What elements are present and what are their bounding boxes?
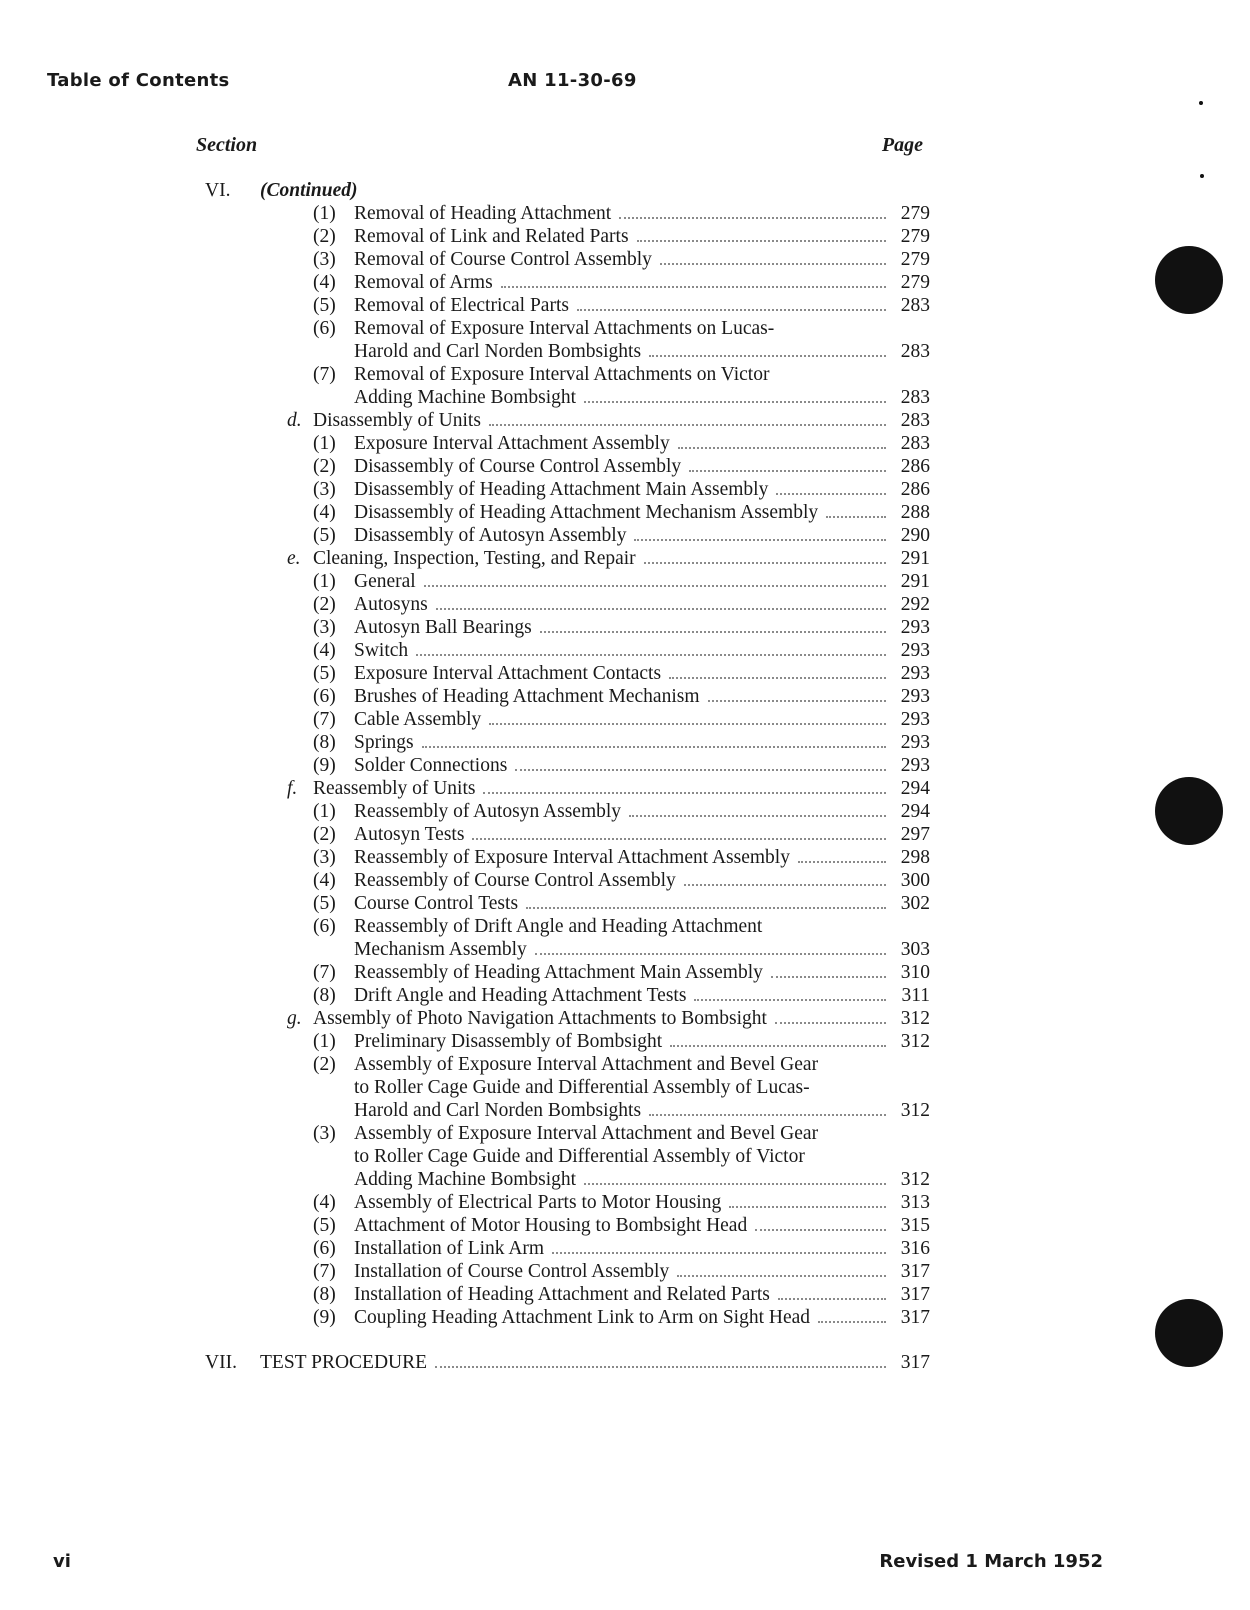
toc-entry-title: Removal of Heading Attachment [354, 203, 612, 224]
toc-entry-title: to Roller Cage Guide and Differential Assembly of Victor [354, 1146, 805, 1167]
toc-entry-title: Springs [354, 732, 414, 753]
toc-entry-title: Assembly of Exposure Interval Attachment and Bevel Gear [354, 1054, 819, 1075]
toc-entry-number: (5) [313, 663, 336, 684]
toc-entry-title: Disassembly of Course Control Assembly [354, 456, 682, 477]
toc-entry-number: (8) [313, 732, 336, 753]
toc-entry-title: Removal of Exposure Interval Attachments on Lucas- [354, 318, 775, 339]
table-of-contents [0, 179, 1250, 1374]
toc-entry [0, 501, 1250, 524]
toc-entry-number: (3) [313, 249, 336, 270]
toc-entry-page: 290 [900, 525, 930, 546]
toc-entry [0, 455, 1250, 478]
binder-hole-mark [1155, 246, 1223, 314]
toc-entry-page: 298 [900, 847, 930, 868]
toc-entry-page: 283 [900, 387, 930, 408]
toc-entry-number: (6) [313, 1238, 336, 1259]
toc-entry-title: Autosyn Tests [354, 824, 465, 845]
toc-entry-page: 294 [900, 778, 930, 799]
toc-entry-page: 283 [900, 410, 930, 431]
dot-leader [422, 746, 886, 748]
dot-leader [778, 1298, 886, 1300]
dot-leader [629, 815, 886, 817]
toc-entry-number: (5) [313, 893, 336, 914]
toc-entry-title: Installation of Course Control Assembly [354, 1261, 670, 1282]
toc-entry-page: 313 [900, 1192, 930, 1213]
dot-leader [771, 976, 886, 978]
toc-entry [0, 1237, 1250, 1260]
toc-entry-title: Disassembly of Units [313, 410, 481, 431]
dot-leader [552, 1252, 886, 1254]
toc-entry [0, 294, 1250, 317]
toc-entry [0, 846, 1250, 869]
toc-entry-title: Harold and Carl Norden Bombsights [354, 1100, 642, 1121]
toc-entry-number: g. [287, 1008, 302, 1029]
toc-entry-number: f. [287, 778, 298, 799]
toc-entry-page: 315 [900, 1215, 930, 1236]
toc-entry-number: (9) [313, 755, 336, 776]
toc-entry-title: Coupling Heading Attachment Link to Arm on Sight Head [354, 1307, 811, 1328]
toc-entry-page: 288 [900, 502, 930, 523]
dot-leader [755, 1229, 886, 1231]
toc-entry-number: (2) [313, 594, 336, 615]
dot-leader [577, 309, 886, 311]
toc-entry [0, 1076, 1250, 1099]
toc-entry [0, 1351, 1250, 1374]
toc-entry-number: (2) [313, 226, 336, 247]
toc-entry-title: Removal of Link and Related Parts [354, 226, 629, 247]
toc-entry-title: Reassembly of Units [313, 778, 476, 799]
toc-entry [0, 1122, 1250, 1145]
toc-entry-page: 300 [900, 870, 930, 891]
binder-hole-mark [1155, 777, 1223, 845]
section-column-heading: Section [196, 134, 258, 156]
toc-entry-page: 291 [900, 548, 930, 569]
toc-entry-page: 286 [900, 456, 930, 477]
toc-entry-number: (1) [313, 433, 336, 454]
toc-entry [0, 754, 1250, 777]
dot-leader [584, 1183, 886, 1185]
toc-entry-page: 312 [900, 1169, 930, 1190]
toc-entry-page: 283 [900, 341, 930, 362]
toc-entry-number: d. [287, 410, 302, 431]
toc-entry [0, 731, 1250, 754]
toc-entry-title: Drift Angle and Heading Attachment Tests [354, 985, 687, 1006]
toc-entry-page: 310 [900, 962, 930, 983]
toc-entry [0, 1099, 1250, 1122]
toc-entry-page: 312 [900, 1100, 930, 1121]
toc-spacer [0, 1329, 1250, 1351]
toc-entry-title: Installation of Heading Attachment and Related Parts [354, 1284, 770, 1305]
toc-entry-page: 291 [900, 571, 930, 592]
toc-entry-title: (Continued) [260, 180, 358, 201]
toc-entry [0, 961, 1250, 984]
toc-entry [0, 800, 1250, 823]
toc-entry-page: 293 [900, 617, 930, 638]
toc-entry-number: VII. [205, 1352, 237, 1373]
toc-entry-page: 317 [900, 1307, 930, 1328]
toc-entry [0, 1053, 1250, 1076]
toc-entry-number: (1) [313, 1031, 336, 1052]
toc-entry-page: 293 [900, 663, 930, 684]
toc-entry-page: 297 [900, 824, 930, 845]
toc-entry [0, 777, 1250, 800]
dot-leader [798, 861, 886, 863]
dot-leader [775, 1022, 886, 1024]
toc-entry [0, 386, 1250, 409]
toc-entry [0, 547, 1250, 570]
toc-entry-page: 317 [900, 1261, 930, 1282]
toc-entry [0, 340, 1250, 363]
toc-entry-title: Reassembly of Heading Attachment Main Assembly [354, 962, 763, 983]
dot-leader [489, 424, 886, 426]
toc-entry-title: Reassembly of Autosyn Assembly [354, 801, 622, 822]
toc-entry-title: Assembly of Electrical Parts to Motor Housing [354, 1192, 722, 1213]
toc-entry-title: TEST PROCEDURE [260, 1352, 428, 1373]
toc-entry-title: to Roller Cage Guide and Differential Assembly of Lucas- [354, 1077, 810, 1098]
toc-entry-title: Autosyns [354, 594, 428, 615]
toc-entry-title: Adding Machine Bombsight [354, 1169, 577, 1190]
dot-leader [644, 562, 886, 564]
dot-leader [436, 608, 886, 610]
toc-entry-page: 292 [900, 594, 930, 615]
dot-leader [483, 792, 886, 794]
dot-leader [677, 1275, 886, 1277]
toc-entry-number: (2) [313, 824, 336, 845]
toc-entry-title: General [354, 571, 416, 592]
toc-entry [0, 984, 1250, 1007]
toc-entry-page: 293 [900, 755, 930, 776]
dot-leader [416, 654, 886, 656]
toc-entry [0, 363, 1250, 386]
revision-date: Revised 1 March 1952 [879, 1551, 1103, 1572]
dot-leader [708, 700, 886, 702]
toc-entry-page: 312 [900, 1008, 930, 1029]
toc-entry [0, 869, 1250, 892]
toc-entry-title: Cleaning, Inspection, Testing, and Repair [313, 548, 636, 569]
toc-entry-number: (5) [313, 1215, 336, 1236]
toc-entry-number: (8) [313, 1284, 336, 1305]
toc-entry-number: (9) [313, 1307, 336, 1328]
toc-entry-title: Solder Connections [354, 755, 508, 776]
dot-leader [694, 999, 886, 1001]
toc-entry [0, 432, 1250, 455]
toc-entry-title: Preliminary Disassembly of Bombsight [354, 1031, 663, 1052]
dot-leader [729, 1206, 886, 1208]
dot-leader [660, 263, 886, 265]
document-number: AN 11-30-69 [508, 70, 637, 91]
toc-entry [0, 524, 1250, 547]
dot-leader [501, 286, 886, 288]
toc-entry-title: Removal of Arms [354, 272, 493, 293]
running-header-left: Table of Contents [47, 70, 230, 91]
toc-entry [0, 570, 1250, 593]
toc-entry-title: Disassembly of Heading Attachment Mechanism Assembly [354, 502, 819, 523]
toc-entry-number: (1) [313, 801, 336, 822]
toc-entry-title: Disassembly of Autosyn Assembly [354, 525, 627, 546]
page-column-heading: Page [881, 134, 923, 156]
toc-entry-number: (4) [313, 272, 336, 293]
toc-entry-number: e. [287, 548, 301, 569]
toc-entry [0, 639, 1250, 662]
dot-leader [669, 677, 886, 679]
binder-hole-mark [1155, 1299, 1223, 1367]
dot-leader [435, 1366, 886, 1368]
toc-entry-title: Reassembly of Course Control Assembly [354, 870, 676, 891]
toc-entry-title: Installation of Link Arm [354, 1238, 545, 1259]
toc-entry-title: Attachment of Motor Housing to Bombsight Head [354, 1215, 748, 1236]
toc-entry [0, 409, 1250, 432]
dot-leader [515, 769, 886, 771]
toc-entry-title: Harold and Carl Norden Bombsights [354, 341, 642, 362]
scan-speck [1199, 101, 1203, 105]
dot-leader [678, 447, 886, 449]
toc-entry-number: (3) [313, 617, 336, 638]
toc-entry-page: 293 [900, 686, 930, 707]
toc-entry [0, 1007, 1250, 1030]
dot-leader [634, 539, 886, 541]
toc-entry-page: 293 [900, 709, 930, 730]
dot-leader [649, 1114, 886, 1116]
toc-entry-page: 279 [900, 226, 930, 247]
toc-entry-page: 303 [900, 939, 930, 960]
toc-entry-title: Cable Assembly [354, 709, 482, 730]
toc-entry [0, 478, 1250, 501]
toc-entry-page: 311 [901, 985, 930, 1006]
toc-entry-title: Reassembly of Drift Angle and Heading Attachment [354, 916, 763, 937]
toc-entry [0, 271, 1250, 294]
toc-entry-page: 279 [900, 272, 930, 293]
toc-entry-title: Mechanism Assembly [354, 939, 527, 960]
dot-leader [424, 585, 886, 587]
dot-leader [684, 884, 886, 886]
dot-leader [649, 355, 886, 357]
toc-entry [0, 915, 1250, 938]
dot-leader [818, 1321, 886, 1323]
toc-entry [0, 1283, 1250, 1306]
toc-entry-page: 312 [900, 1031, 930, 1052]
toc-entry-page: 283 [900, 295, 930, 316]
dot-leader [826, 516, 886, 518]
dot-leader [776, 493, 886, 495]
dot-leader [689, 470, 886, 472]
toc-entry-page: 279 [900, 249, 930, 270]
toc-entry [0, 708, 1250, 731]
toc-entry-number: (4) [313, 502, 336, 523]
toc-entry-page: 293 [900, 640, 930, 661]
toc-entry-title: Disassembly of Heading Attachment Main Assembly [354, 479, 769, 500]
toc-entry-title: Assembly of Photo Navigation Attachments to Bombsight [313, 1008, 767, 1029]
toc-entry [0, 317, 1250, 340]
toc-entry [0, 1214, 1250, 1237]
toc-entry-number: (1) [313, 203, 336, 224]
toc-entry-title: Course Control Tests [354, 893, 519, 914]
toc-entry [0, 248, 1250, 271]
toc-entry-title: Brushes of Heading Attachment Mechanism [354, 686, 700, 707]
toc-entry-title: Removal of Exposure Interval Attachments on Victor [354, 364, 770, 385]
toc-entry [0, 1030, 1250, 1053]
toc-entry-title: Switch [354, 640, 409, 661]
toc-entry-page: 286 [900, 479, 930, 500]
toc-entry-page: 279 [900, 203, 930, 224]
toc-entry-number: (6) [313, 916, 336, 937]
dot-leader [489, 723, 886, 725]
dot-leader [584, 401, 886, 403]
dot-leader [619, 217, 886, 219]
toc-entry-number: (6) [313, 318, 336, 339]
toc-entry [0, 616, 1250, 639]
toc-entry-number: (8) [313, 985, 336, 1006]
dot-leader [670, 1045, 886, 1047]
toc-entry-page: 317 [900, 1352, 930, 1373]
toc-entry-number: (7) [313, 962, 336, 983]
toc-entry-number: (7) [313, 709, 336, 730]
dot-leader [540, 631, 886, 633]
toc-entry [0, 593, 1250, 616]
toc-entry-number: (4) [313, 1192, 336, 1213]
toc-entry [0, 662, 1250, 685]
toc-entry-number: (5) [313, 525, 336, 546]
toc-entry-number: (7) [313, 1261, 336, 1282]
toc-entry-number: (2) [313, 456, 336, 477]
toc-entry [0, 1306, 1250, 1329]
toc-entry-number: (2) [313, 1054, 336, 1075]
toc-entry-page: 293 [900, 732, 930, 753]
toc-entry-number: (3) [313, 1123, 336, 1144]
toc-entry-title: Exposure Interval Attachment Assembly [354, 433, 670, 454]
toc-entry [0, 1260, 1250, 1283]
toc-entry [0, 225, 1250, 248]
toc-entry-number: (3) [313, 847, 336, 868]
toc-entry-number: (3) [313, 479, 336, 500]
toc-entry-title: Autosyn Ball Bearings [354, 617, 532, 638]
scan-speck [1200, 174, 1204, 178]
page-number: vi [53, 1551, 71, 1572]
toc-entry-page: 302 [900, 893, 930, 914]
toc-entry [0, 892, 1250, 915]
toc-entry-number: (6) [313, 686, 336, 707]
toc-entry-number: (4) [313, 870, 336, 891]
toc-entry-title: Reassembly of Exposure Interval Attachment Assembly [354, 847, 790, 868]
toc-entry-number: (7) [313, 364, 336, 385]
toc-entry-title: Exposure Interval Attachment Contacts [354, 663, 662, 684]
toc-entry-title: Adding Machine Bombsight [354, 387, 577, 408]
toc-entry-number: (1) [313, 571, 336, 592]
dot-leader [535, 953, 886, 955]
toc-entry [0, 1145, 1250, 1168]
toc-entry-page: 283 [900, 433, 930, 454]
toc-entry [0, 202, 1250, 225]
toc-entry-title: Removal of Electrical Parts [354, 295, 569, 316]
toc-entry [0, 938, 1250, 961]
dot-leader [637, 240, 886, 242]
toc-entry-number: VI. [205, 180, 231, 201]
toc-entry [0, 1168, 1250, 1191]
toc-entry-page: 317 [900, 1284, 930, 1305]
dot-leader [526, 907, 886, 909]
toc-entry [0, 1191, 1250, 1214]
toc-entry-number: (5) [313, 295, 336, 316]
toc-entry [0, 823, 1250, 846]
toc-entry-page: 316 [900, 1238, 930, 1259]
dot-leader [472, 838, 886, 840]
toc-entry [0, 685, 1250, 708]
toc-entry [0, 179, 1250, 202]
toc-entry-title: Removal of Course Control Assembly [354, 249, 652, 270]
toc-entry-page: 294 [900, 801, 930, 822]
toc-entry-number: (4) [313, 640, 336, 661]
toc-entry-title: Assembly of Exposure Interval Attachment and Bevel Gear [354, 1123, 819, 1144]
